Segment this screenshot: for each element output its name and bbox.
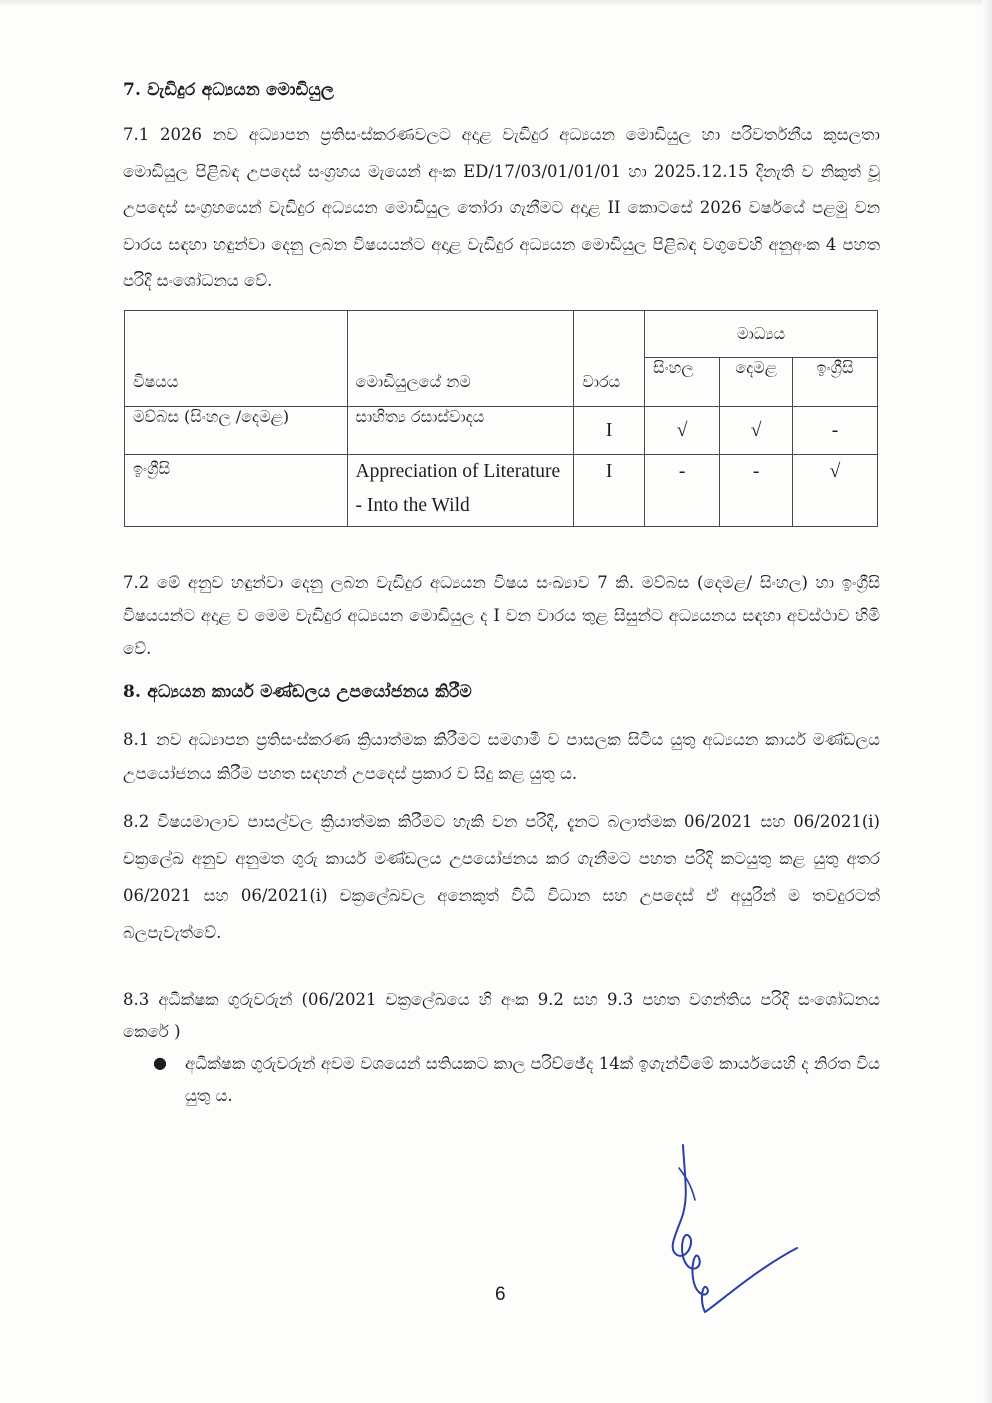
table-row: [125, 455, 878, 527]
scan-right-edge: [982, 0, 992, 1403]
paragraph-8-1: 8.1 නව අධ්‍යාපන ප්‍රතිසංස්කරණ ක්‍රියාත්මක කිරීමට සමගාමී ව පාසලක සිටිය යුතු අධ්‍යයන කාර්ය මණ්ඩලය උපයෝජනය කිරීම පහත සඳහන් උපදෙස් ප්‍රකාර ව සිදු කළ යුතු ය.: [123, 730, 880, 783]
cell-subject: මව්බස (සිංහල /දෙමළ): [125, 407, 348, 455]
modules-table: [124, 310, 878, 527]
cell-subject: ඉංග්‍රීසි: [125, 455, 348, 527]
cell-module: සාහිත්‍ය රසාස්වාදය: [347, 407, 574, 455]
cell-term: I: [574, 455, 645, 527]
cell-english: √: [793, 455, 878, 527]
cell-tamil: -: [720, 455, 793, 527]
page-number: 6: [495, 1284, 506, 1305]
header-module-name: මොඩියුලයේ නම: [347, 311, 574, 407]
signature-image: [655, 1140, 815, 1324]
cell-sinhala: √: [645, 407, 720, 455]
cell-term: I: [574, 407, 645, 455]
header-english: ඉංග්‍රීසි: [793, 358, 878, 407]
header-subject: විෂයය: [125, 311, 348, 407]
paragraph-7-1: 7.1 2026 නව අධ්‍යාපන ප්‍රතිසංස්කරණවලට අදාළ වැඩිදුර අධ්‍යයන මොඩියුල හා පරිවර්තනීය කුසලතා මොඩියුල පිළිබඳ උපදෙස් සංග්‍රහය මැයෙන් අංක ED/17/03/01/01/01 හා 2025.12.15 දිනැති ව නිකුත් වූ උපදෙස් සංග්‍රහයෙන් වැඩිදුර අධ්‍යයන මොඩියුල තෝරා ගැනීමට අදාළ II කොටසේ 2026 වර්ෂයේ පළමු වන වාරය සඳහා හඳුන්වා දෙනු ලබන විෂයයන්ට අදාළ වැඩිදුර අධ්‍යයන මොඩියුල පිළිබඳ වගුවෙහි අනුඅංක 4 පහත පරිදි සංශෝධනය වේ.: [123, 125, 880, 290]
header-tamil: දෙමළ: [720, 358, 793, 407]
table-row: [125, 407, 878, 455]
cell-sinhala: -: [645, 455, 720, 527]
paragraph-8-2: 8.2 විෂයමාලාව පාසල්වල ක්‍රියාත්මක කිරීමට හැකි වන පරිදි, දැනට බලාත්මක 06/2021 සහ 06/2021(i) චක්‍රලේඛ අනුව අනුමත ගුරු කාර්ය මණ්ඩලය උපයෝජනය කර ගැනීමට පහත පරිදි කටයුතු කළ යුතු අතර 06/2021 සහ 06/2021(i) චක්‍රලේඛවල අනෙකුත් විධි විධාන සහ උපදෙස් ඒ අයුරින් ම තවදුරටත් බලපැවැත්වේ.: [123, 812, 880, 942]
header-term: වාරය: [574, 311, 645, 407]
bullet-item-1: අධීක්ෂක ගුරුවරුන් අවම වශයෙන් සතියකට කාල පරිච්ඡේද 14ක් ඉගැන්වීමේ කාර්යයෙහි ද නිරත විය යුතු ය.: [185, 1054, 880, 1105]
bullet-dot-icon: ●: [153, 1053, 167, 1072]
scan-top-edge: [0, 0, 992, 6]
signature-icon: [655, 1140, 815, 1320]
paragraph-7-2: 7.2 මේ අනුව හඳුන්වා දෙනු ලබන වැඩිදුර අධ්‍යයන විෂය සංඛ්‍යාව 7 කි. මව්බස (දෙමළ/ සිංහල) හා ඉංග්‍රීසි විෂයයන්ට අදාළ ව මෙම වැඩිදුර අධ්‍යයන මොඩියුල ද I වන වාරය තුළ සිසුන්ට අධ්‍යයනය සඳහා අවස්ථාව හිමි වේ.: [123, 573, 880, 658]
header-medium: මාධ්‍යය: [645, 311, 878, 358]
cell-english: -: [793, 407, 878, 455]
header-sinhala: සිංහල: [645, 358, 720, 407]
section-7-heading: 7. වැඩිදුර අධ්‍යයන මොඩියුල: [123, 80, 335, 100]
section-8-heading: 8. අධ්‍යයන කාර්ය මණ්ඩලය උපයෝජනය කිරීම: [123, 682, 472, 702]
table-header-row: [125, 311, 878, 358]
cell-tamil: √: [720, 407, 793, 455]
paragraph-8-3: 8.3 අධීක්ෂක ගුරුවරුන් (06/2021 චක්‍රලේඛයෙ හි අංක 9.2 සහ 9.3 පහත වගන්තිය පරිදි සංශෝධනය කෙරේ ): [123, 990, 880, 1041]
cell-module: Appreciation of Literature - Into the Wild: [347, 455, 574, 527]
